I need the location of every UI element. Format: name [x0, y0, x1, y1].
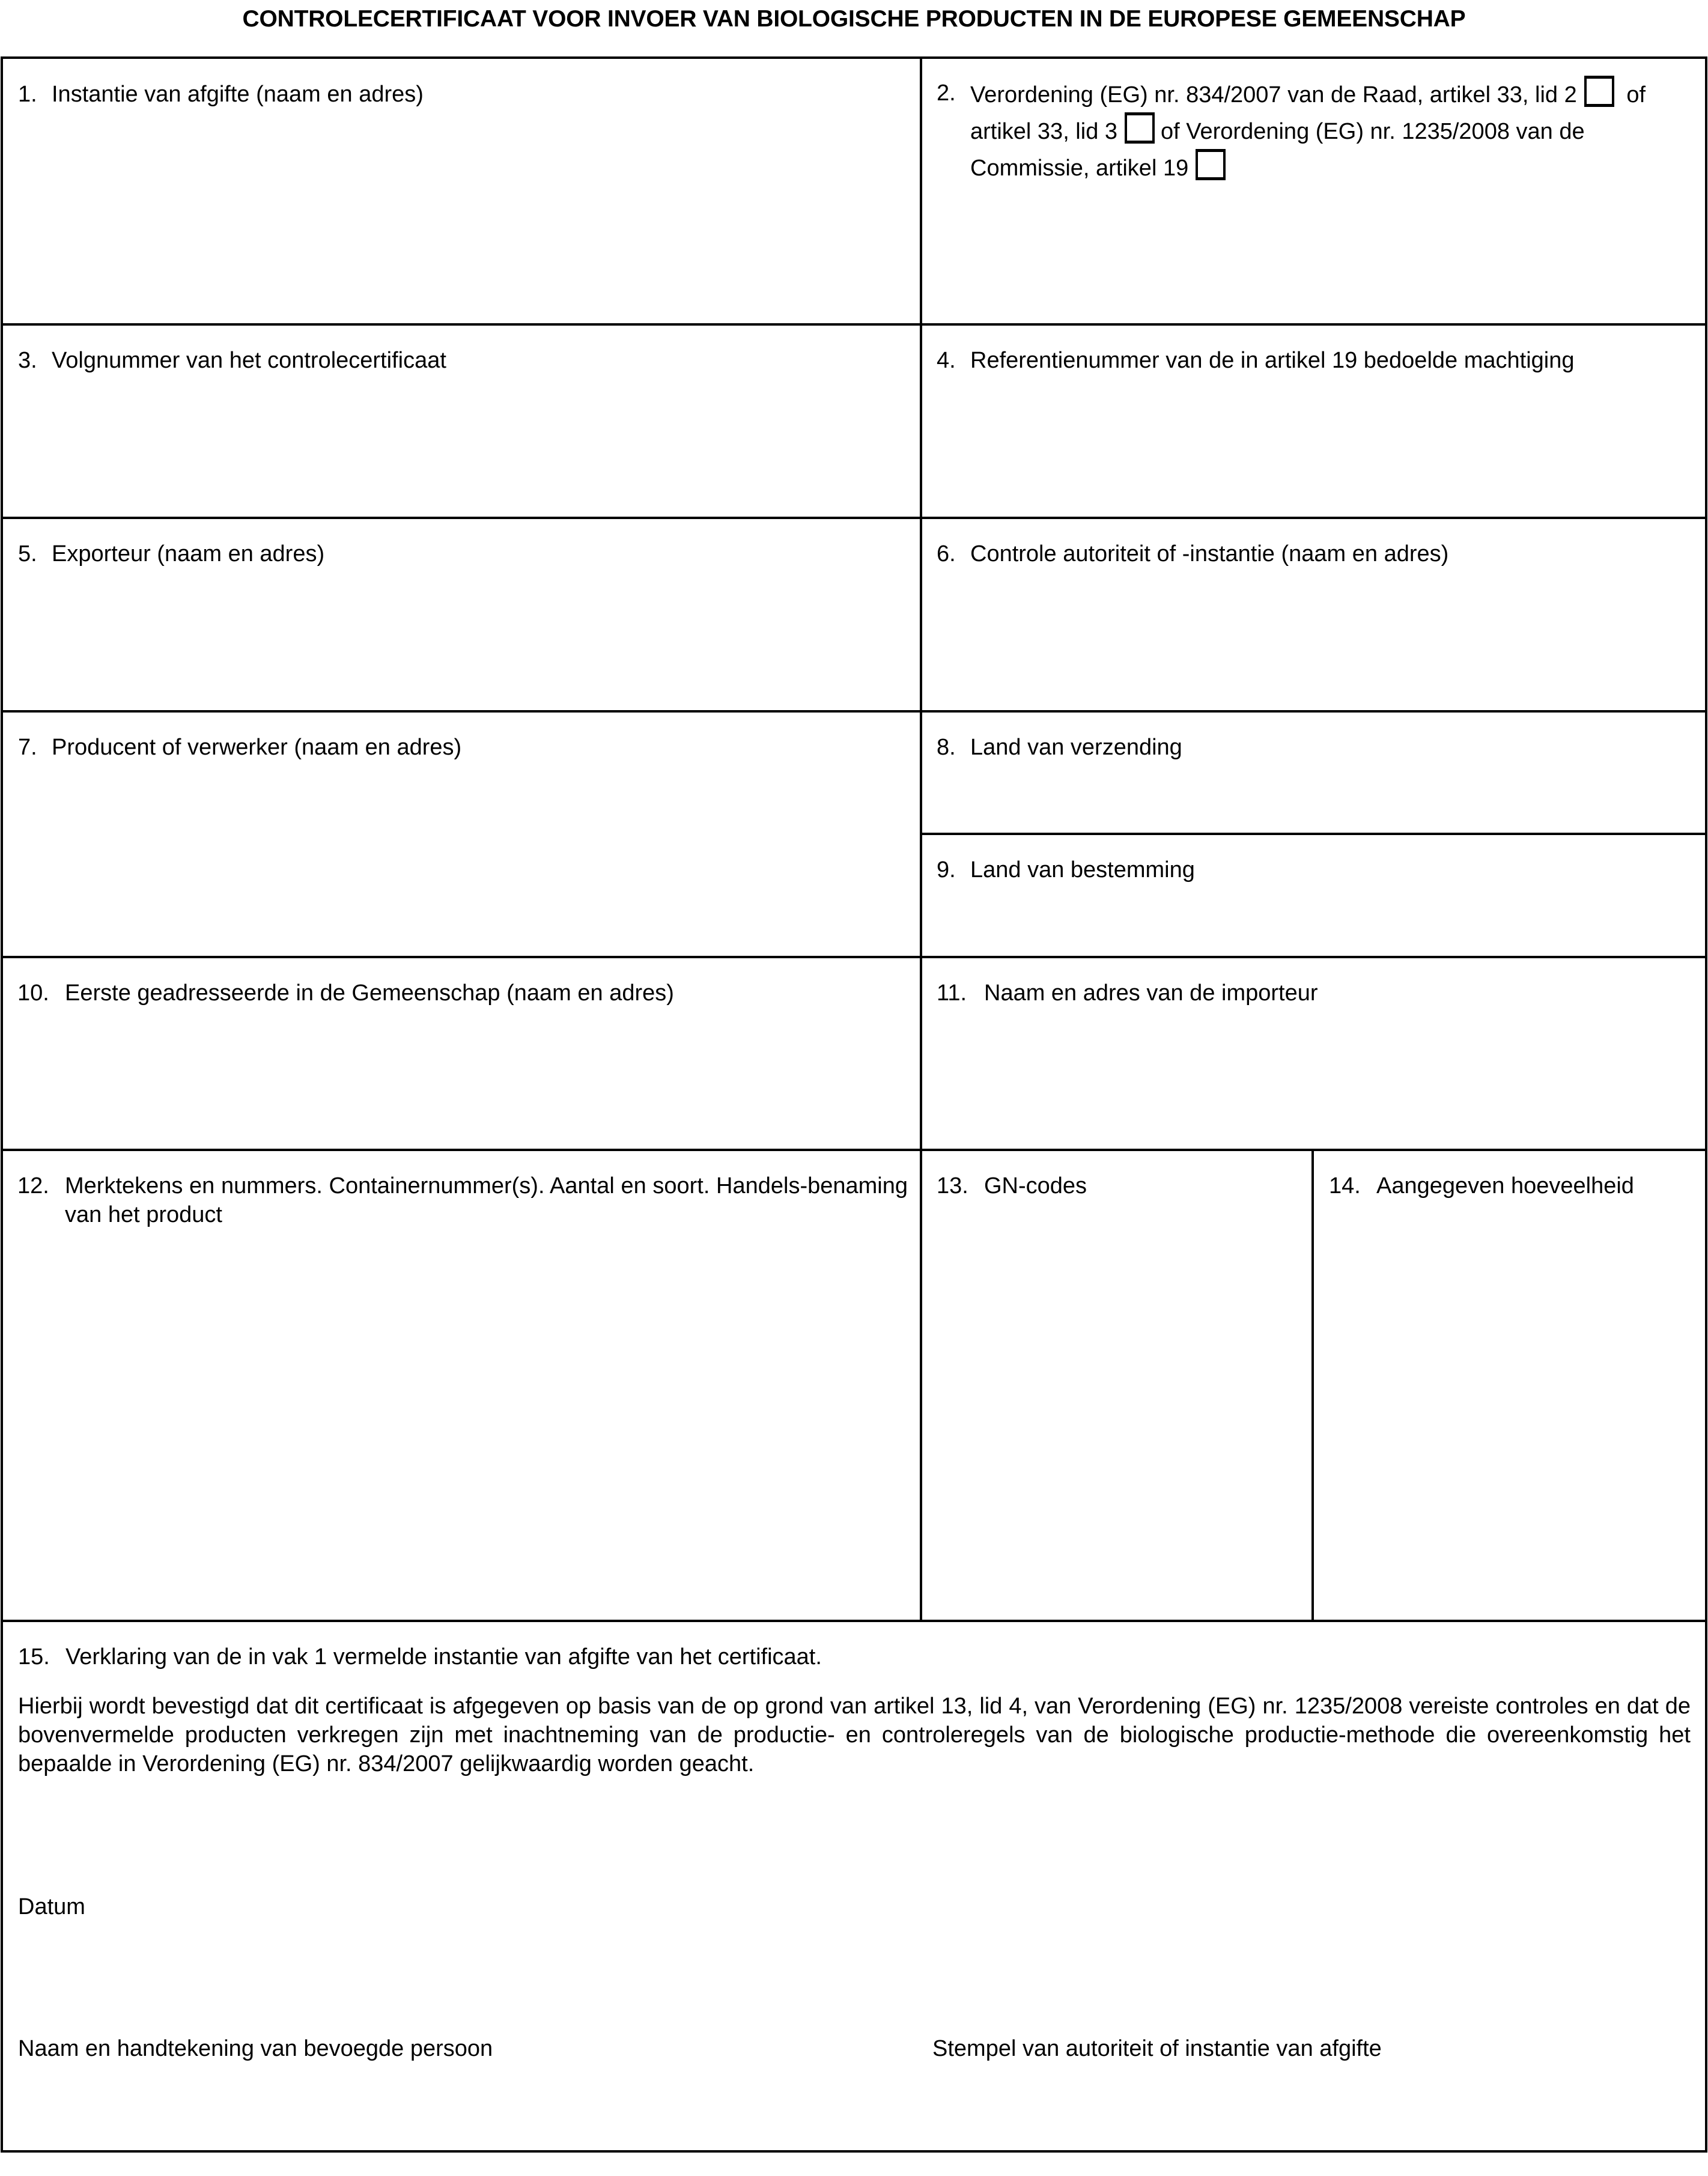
checkbox-artikel-33-lid-2[interactable] — [1584, 76, 1614, 107]
box-number: 4. — [937, 348, 956, 373]
box-number: 2. — [937, 81, 956, 106]
box-number: 5. — [18, 541, 37, 567]
box-label: Exporteur (naam en adres) — [52, 541, 325, 567]
box-number: 6. — [937, 541, 956, 567]
signature-field[interactable]: Naam en handtekening van bevoegde persoon — [18, 2036, 493, 2061]
box-label: GN-codes — [984, 1173, 1087, 1199]
divider — [1, 1149, 1707, 1151]
box-label: Volgnummer van het controlecertificaat — [52, 348, 446, 373]
regulation-text-2: of artikel 33, lid 3 — [970, 82, 1646, 144]
box-number: 7. — [18, 735, 37, 760]
divider — [1, 956, 1707, 958]
box-label: Aangegeven hoeveelheid — [1376, 1173, 1634, 1199]
box-label: Referentienummer van de in artikel 19 bedoelde machtiging — [970, 348, 1575, 373]
box-label: Land van bestemming — [970, 857, 1195, 883]
divider — [1, 1620, 1707, 1622]
divider — [1, 517, 1707, 519]
regulation-text-3: of Verordening (EG) nr. 1235/2008 van de Commissie, artikel 19 — [970, 119, 1585, 181]
box-number: 15. — [18, 1644, 50, 1670]
box-label: Verklaring van de in vak 1 vermelde instantie van afgifte van het certificaat. — [65, 1644, 822, 1670]
box-2-regulation — [937, 76, 1695, 186]
box-label: Controle autoriteit of -instantie (naam en adres) — [970, 541, 1449, 567]
box-label: Producent of verwerker (naam en adres) — [52, 735, 462, 760]
box-label — [937, 76, 1695, 186]
divider — [1311, 1149, 1314, 1621]
regulation-text-1: Verordening (EG) nr. 834/2007 van de Raad, artikel 33, lid 2 — [970, 82, 1577, 108]
date-field[interactable]: Datum — [18, 1894, 85, 1919]
box-number: 12. — [17, 1173, 49, 1199]
box-9-country-of-destination[interactable] — [937, 856, 1695, 884]
checkbox-artikel-19[interactable] — [1196, 149, 1226, 180]
box-5-exporter[interactable] — [18, 539, 901, 568]
box-label: Eerste geadresseerde in de Gemeenschap (naam en adres) — [65, 980, 674, 1006]
box-label: Merktekens en nummers. Containernummer(s). Aantal en soort. Handels-benaming van het product — [65, 1173, 908, 1227]
box-number: 1. — [18, 82, 37, 107]
box-number: 3. — [18, 348, 37, 373]
stamp-field[interactable]: Stempel van autoriteit of instantie van afgifte — [932, 2036, 1382, 2061]
divider — [920, 56, 922, 1621]
divider — [1, 710, 1707, 713]
box-1-issuing-body[interactable] — [18, 80, 901, 109]
certificate-title: CONTROLECERTIFICAAT VOOR INVOER VAN BIOLOGISCHE PRODUCTEN IN DE EUROPESE GEMEENSCHAP — [242, 6, 1466, 32]
box-label: Land van verzending — [970, 735, 1182, 760]
divider — [920, 833, 1705, 835]
box-label: Naam en adres van de importeur — [984, 980, 1318, 1006]
declaration-paragraph: Hierbij wordt bevestigd dat dit certificaat is afgegeven op basis van de op grond van artikel 13, lid 4, van Verordening (EG) nr. 1235/2008 vereiste controles en dat de bovenvermelde producten verkregen zijn met inachtneming van de productie- en controleregels van de biologische productie-methode die overeenkomstig het bepaalde in Verordening (EG) nr. 834/2007 gelijkwaardig worden geacht. — [18, 1694, 1691, 1776]
divider — [1, 323, 1707, 326]
box-label: Instantie van afgifte (naam en adres) — [52, 82, 424, 107]
box-number: 8. — [937, 735, 956, 760]
box-number: 13. — [937, 1173, 968, 1199]
box-14-declared-quantity[interactable] — [1329, 1172, 1695, 1200]
box-4-reference-number[interactable] — [937, 346, 1695, 375]
checkbox-artikel-33-lid-3[interactable] — [1125, 112, 1155, 144]
box-10-first-consignee[interactable] — [17, 979, 901, 1007]
box-number: 11. — [937, 980, 967, 1006]
box-6-control-authority[interactable] — [937, 539, 1695, 568]
box-11-importer[interactable] — [937, 979, 1695, 1007]
box-7-producer[interactable] — [18, 733, 901, 762]
box-3-serial-number[interactable] — [18, 346, 901, 375]
box-13-cn-codes[interactable] — [937, 1172, 1297, 1200]
box-12-marks-and-numbers[interactable] — [17, 1172, 908, 1229]
box-15-declaration — [18, 1643, 1691, 1921]
box-number: 14. — [1329, 1173, 1361, 1199]
box-number: 10. — [17, 980, 49, 1006]
box-8-country-of-dispatch[interactable] — [937, 733, 1695, 762]
box-number: 9. — [937, 857, 956, 883]
